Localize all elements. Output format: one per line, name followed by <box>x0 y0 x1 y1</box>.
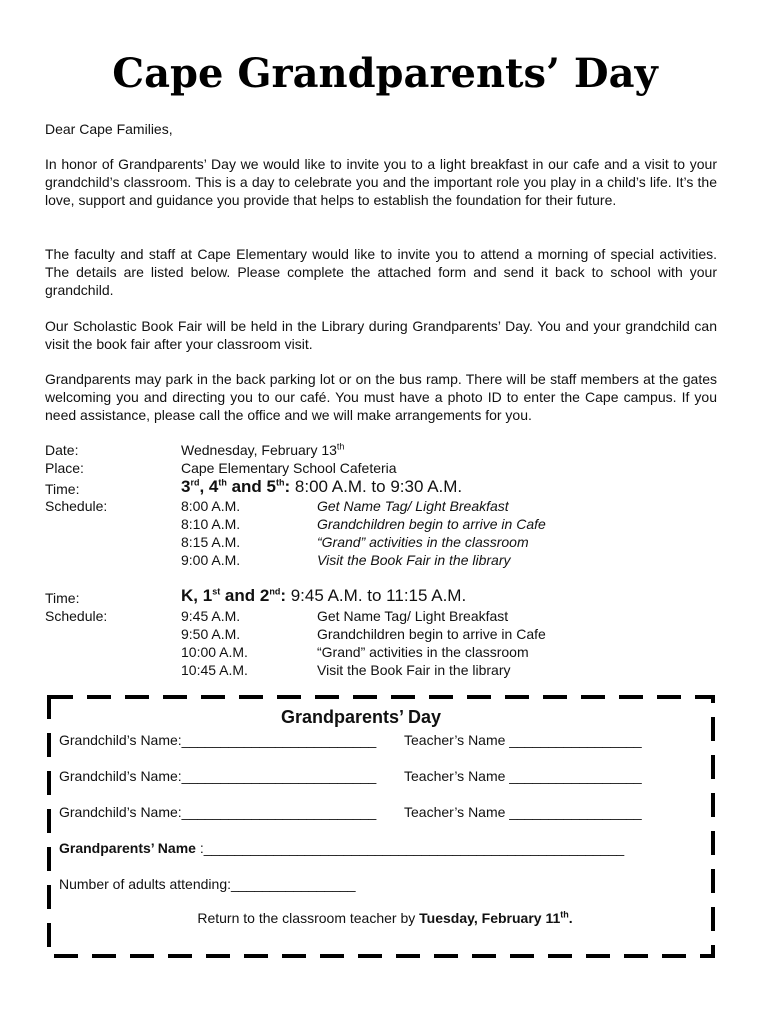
date-value: Wednesday, February 13th <box>181 441 345 458</box>
book-fair-paragraph: Our Scholastic Book Fair will be held in the Library during Grandparents’ Day. You and your grandchild can visit the book fair after your classroom visit. <box>45 318 717 352</box>
session1-schedule-time: 9:00 A.M. <box>181 552 241 568</box>
parking-paragraph: Grandparents may park in the back parking lot or on the bus ramp. There will be staff members at the gates welcoming you and directing you to our café. You must have a photo ID to enter the Cape campus. If you need assistance, please call the office and we will make arrangements for you. <box>45 371 717 423</box>
session1-time: 3rd, 4th and 5th: 8:00 A.M. to 9:30 A.M. <box>181 477 463 496</box>
session1-schedule-activity: Grandchildren begin to arrive in Cafe <box>317 516 546 532</box>
session2-schedule-activity: Get Name Tag/ Light Breakfast <box>317 608 509 624</box>
session2-schedule-label: Schedule: <box>45 608 108 624</box>
session2-schedule-activity: Grandchildren begin to arrive in Cafe <box>317 626 546 642</box>
teacher-name-field[interactable]: Teacher’s Name _________________ <box>404 732 642 748</box>
session1-schedule-activity: Visit the Book Fair in the library <box>317 552 511 568</box>
place-label: Place: <box>45 460 84 476</box>
session2-schedule-time: 10:45 A.M. <box>181 662 248 678</box>
intro-paragraph: In honor of Grandparents’ Day we would like to invite you to a light breakfast in our cafe and a visit to your grandchild’s classroom. This is a day to celebrate you and the important role you play in a child’s life. It’s the love, support and guidance you provide that helps to establish the foundation for their future. <box>45 156 717 208</box>
teacher-name-field[interactable]: Teacher’s Name _________________ <box>404 804 642 820</box>
date-label: Date: <box>45 442 79 458</box>
session1-schedule-activity: Get Name Tag/ Light Breakfast <box>317 498 509 514</box>
session2-time-label: Time: <box>45 590 80 606</box>
session2-schedule-activity: Visit the Book Fair in the library <box>317 662 511 678</box>
grandchild-name-field[interactable]: Grandchild’s Name:_________________________ <box>59 768 377 784</box>
session2-schedule-time: 10:00 A.M. <box>181 644 248 660</box>
session2-schedule-time: 9:50 A.M. <box>181 626 241 642</box>
place-value: Cape Elementary School Cafeteria <box>181 460 397 476</box>
session1-schedule-activity: “Grand” activities in the classroom <box>317 534 529 550</box>
teacher-name-field[interactable]: Teacher’s Name _________________ <box>404 768 642 784</box>
grandchild-name-field[interactable]: Grandchild’s Name:_________________________ <box>59 732 377 748</box>
page-title: Cape Grandparents’ Day <box>112 50 658 97</box>
grandchild-name-field[interactable]: Grandchild’s Name:_________________________ <box>59 804 377 820</box>
session1-schedule-time: 8:15 A.M. <box>181 534 241 550</box>
session1-schedule-time: 8:00 A.M. <box>181 498 241 514</box>
session1-schedule-label: Schedule: <box>45 498 108 514</box>
session2-time: K, 1st and 2nd: 9:45 A.M. to 11:15 A.M. <box>181 586 467 605</box>
form-title: Grandparents’ Day <box>280 707 442 727</box>
greeting: Dear Cape Families, <box>45 121 173 137</box>
session2-schedule-activity: “Grand” activities in the classroom <box>317 644 529 660</box>
session1-schedule-time: 8:10 A.M. <box>181 516 241 532</box>
adults-attending-field[interactable]: Number of adults attending:________________ <box>59 876 356 892</box>
return-instructions: Return to the classroom teacher by Tuesday, February 11th. <box>197 909 573 926</box>
grandparents-name-field[interactable]: Grandparents’ Name :______________________________________________________ <box>59 840 625 856</box>
session1-time-label: Time: <box>45 481 80 497</box>
session2-schedule-time: 9:45 A.M. <box>181 608 241 624</box>
faculty-paragraph: The faculty and staff at Cape Elementary would like to invite you to attend a morning of special activities. The details are listed below. Please complete the attached form and send it back to school with your grandchild. <box>45 246 717 298</box>
